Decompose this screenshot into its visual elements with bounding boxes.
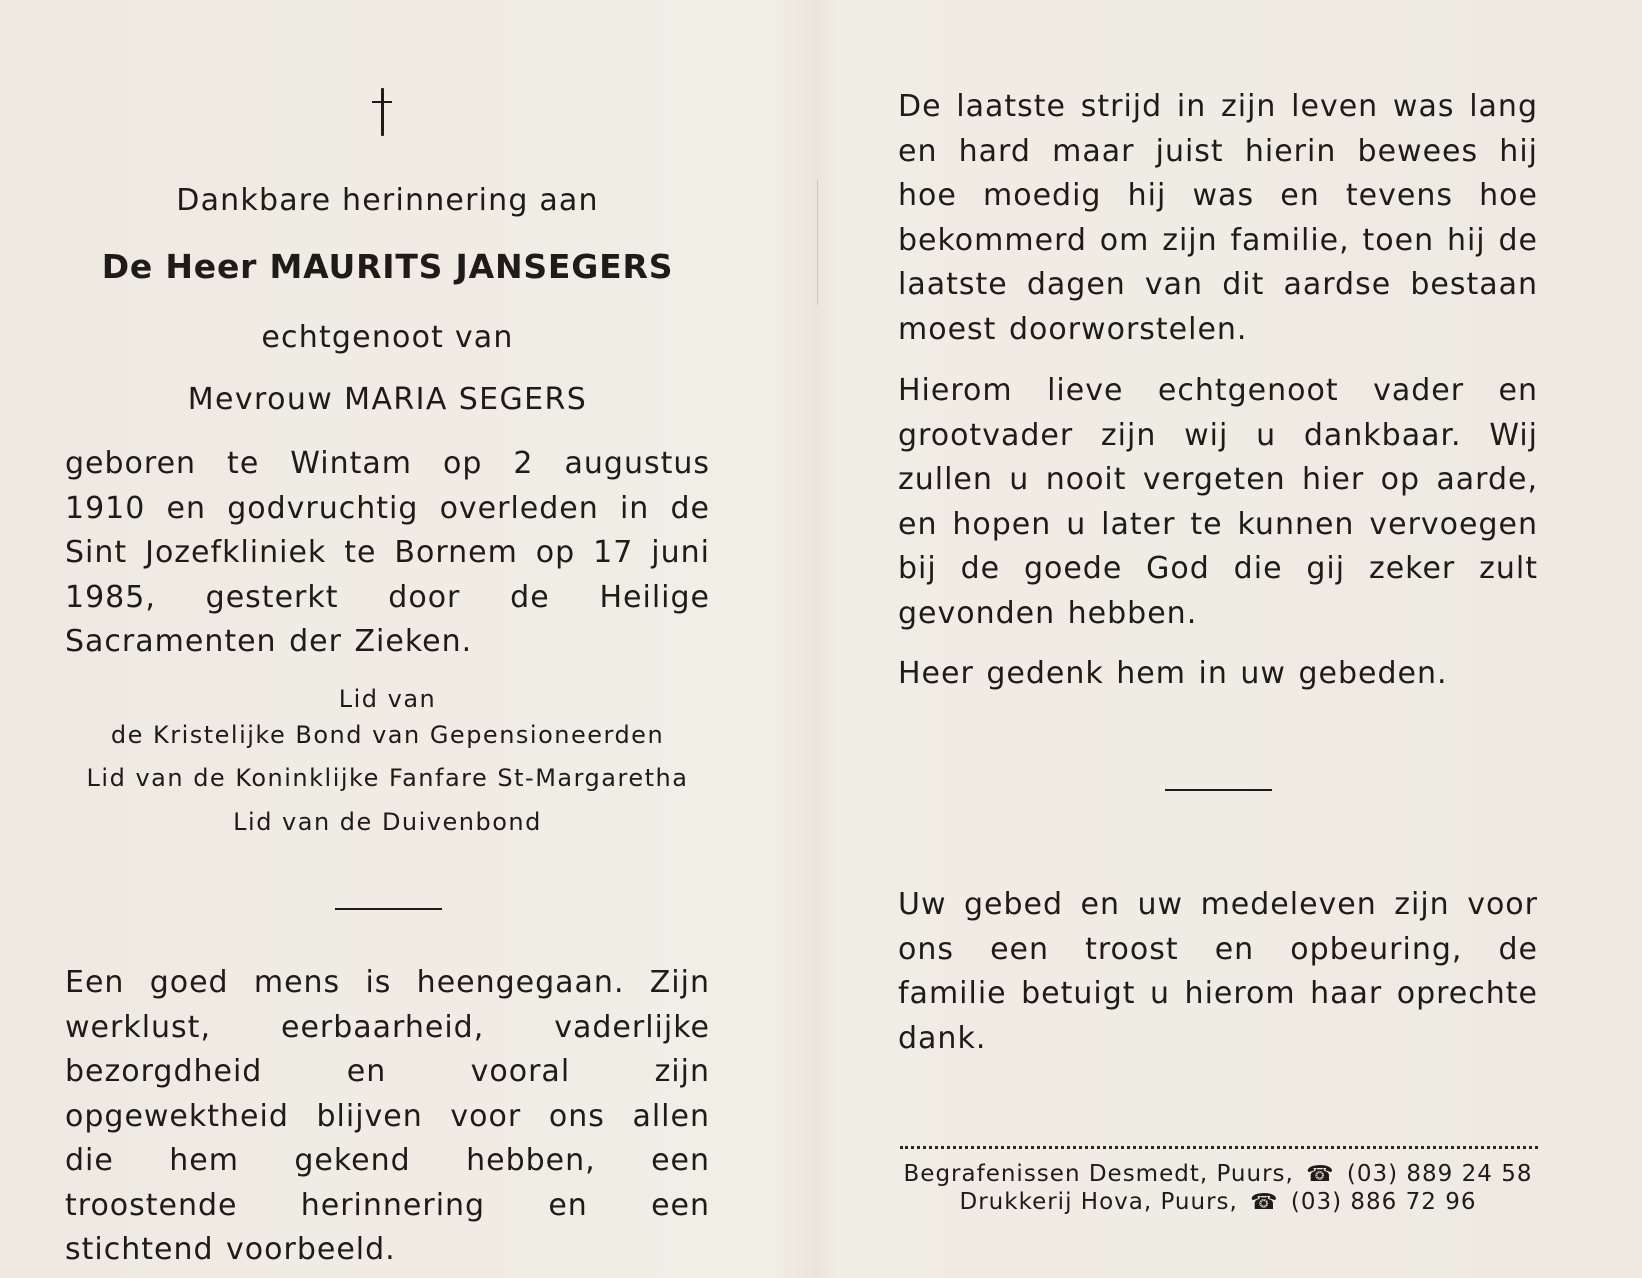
divider <box>1165 789 1272 791</box>
phone-number: (03) 889 24 58 <box>1346 1161 1533 1187</box>
prayer-line: Heer gedenk hem in uw gebeden. <box>898 656 1448 691</box>
reflection-paragraph: De laatste strijd in zijn leven was lang en hard maar juist hierin bewees hij hoe moedig hij was en tevens hoe bekommerd om zijn familie, toen hij de laatste dagen van dit aardse bestaan moest doorworstelen. <box>898 89 1538 347</box>
dotted-separator <box>900 1146 1538 1149</box>
cross-icon <box>370 88 394 136</box>
telephone-icon: ☎ <box>1250 1190 1279 1215</box>
biography-paragraph: geboren te Wintam op 2 augustus 1910 en godvruchtig overleden in de Sint Jozefkliniek te Bornem op 17 juni 1985, gesterkt door de Heilige Sacramenten der Zieken. <box>65 446 710 659</box>
gratitude-paragraph: Hierom lieve echtgenoot vader en grootvader zijn wij u dankbaar. Wij zullen u nooit vergeten hier op aarde, en hopen u later te kunnen vervoegen bij de goede God die gij zeker zult gevonden hebben. <box>898 373 1538 631</box>
membership-line: Lid van de Koninklijke Fanfare St-Margaretha <box>86 764 689 792</box>
printer-name: Drukkerij Hova, Puurs, <box>959 1189 1238 1215</box>
telephone-icon: ☎ <box>1306 1162 1335 1187</box>
card-fold <box>817 180 818 305</box>
spouse-intro: echtgenoot van <box>261 320 514 355</box>
membership-line: Lid van de Duivenbond <box>233 808 542 836</box>
deceased-name: De Heer MAURITS JANSEGERS <box>101 247 674 286</box>
thanks-paragraph: Uw gebed en uw medeleven zijn voor ons een troost en opbeuring, de familie betuigt u hierom haar oprechte dank. <box>898 887 1538 1056</box>
intro-line: Dankbare herinnering aan <box>176 183 599 218</box>
printer-line <box>898 1189 1538 1215</box>
membership-line: de Kristelijke Bond van Gepensioneerden <box>110 721 665 749</box>
printer-name: Begrafenissen Desmedt, Puurs, <box>903 1161 1294 1187</box>
funeral-director-line <box>898 1161 1538 1187</box>
membership-line: Lid van <box>338 685 437 713</box>
divider <box>335 908 442 910</box>
phone-number: (03) 886 72 96 <box>1290 1189 1477 1215</box>
spouse-name: Mevrouw MARIA SEGERS <box>187 382 588 417</box>
tribute-paragraph: Een goed mens is heengegaan. Zijn werklust, eerbaarheid, vaderlijke bezorgdheid en vooral zijn opgewektheid blijven voor ons allen die hem gekend hebben, een troostende herinnering en een stichtend voorbeeld. <box>65 965 710 1267</box>
